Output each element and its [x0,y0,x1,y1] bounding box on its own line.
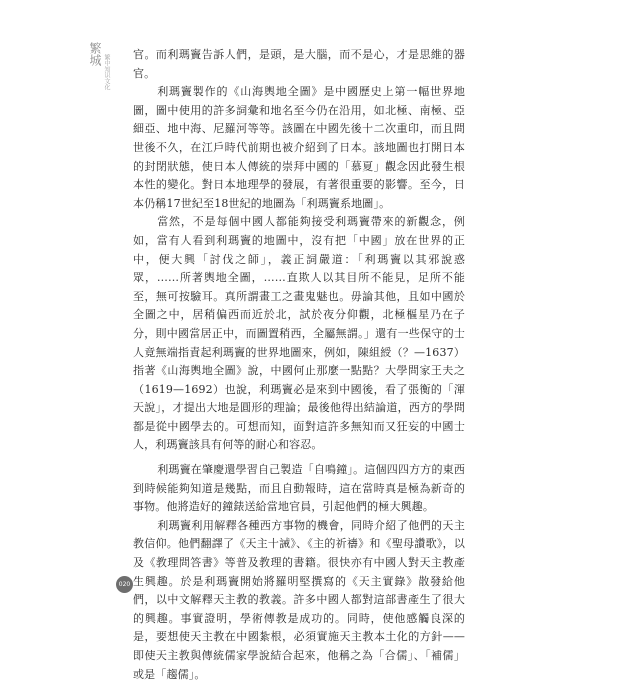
paragraph-world-map: 利瑪竇製作的《山海輿地全圖》是中國歷史上第一幅世界地圖，圖中使用的許多詞彙和地名至今仍在沿用，如北極、南極、亞細亞、地中海、尼羅河等等。該圖在中國先後十二次重印，而且問世後不久，在江戶時代前期也被介紹到了日本。該地圖也打開日本的封閉狀態，使日本人傳統的崇拜中國的「慕夏」觀念因此發生根本性的變化。對日本地理學的發展，有著很重要的影響。至今，日本仍稱17世紀至18世紀的地圖為「利瑪竇系地圖」。 [133,85,465,210]
header-mark-title: 繁城 [88,42,102,66]
header-mark-subtitle: 繁中知识文化 [103,54,110,90]
paragraph-opposition: 當然，不是每個中國人都能夠接受利瑪竇帶來的新觀念，例如，當有人看到利瑪竇的地圖中，沒有把「中國」放在世界的正中，便大興「討伐之師」，義正詞嚴道：「利瑪竇以其邪說惑眾，……所著輿地全圖，……直欺人以其目所不能見，足所不能至，無可按驗耳。真所謂畫工之畫鬼魅也。毋論其他，且如中國於全圖之中，居稍偏西而近於北，試於夜分仰觀，北極樞星乃在子分，則中國當居正中，而圖置稍西，全屬無謂。」還有一些保守的士人竟無端指責起利瑪竇的世界地圖來，例如，陳組綬（？—1637）指著《山海輿地全圖》說，中國何止那麼一點點？大學問家王夫之（1619—1692）也說，利瑪竇必是來到中國後，看了張衡的「渾天說」，才提出大地是圓形的理論；最後他得出結論道，西方的學問都是從中國學去的。可想而知，面對這許多無知而又狂妄的中國士人，利瑪竇該具有何等的耐心和容忍。 [133,215,465,452]
paragraph-catholicism: 利瑪竇利用解釋各種西方事物的機會，同時介紹了他們的天主教信仰。他們翻譯了《天主十誡》、《主的祈禱》和《聖母讚歌》，以及《教理問答書》等普及教理的書籍。很快亦有中國人對天主教產生興趣。於是利瑪竇開始將羅明堅撰寫的《天主實錄》散發給他們，以中文解釋天主教的教義。許多中國人都對這部書產生了很大的興趣。事實證明，學術傳教是成功的。同時，使他感觸良深的是，要想使天主教在中國紮根，必須實施天主教本土化的方針——即使天主教與傳統儒家學說結合起來，他稱之為「合儒」、「補儒」或是「趨儒」。 [133,518,465,681]
paragraph-clock: 利瑪竇在肇慶還學習自己製造「自鳴鐘」。這個四四方方的東西到時候能夠知道是幾點，而且自動報時，這在當時真是極為新奇的事物。他將造好的鐘錶送給當地官員，引起他們的極大興趣。 [133,463,465,514]
page-number-badge: 020 [116,576,133,593]
running-header-mark [88,42,118,116]
paragraph-continuation: 官。而利瑪竇告訴人們，是頭，是大腦，而不是心，才是思維的器官。 [133,48,465,80]
body-text [133,46,465,684]
